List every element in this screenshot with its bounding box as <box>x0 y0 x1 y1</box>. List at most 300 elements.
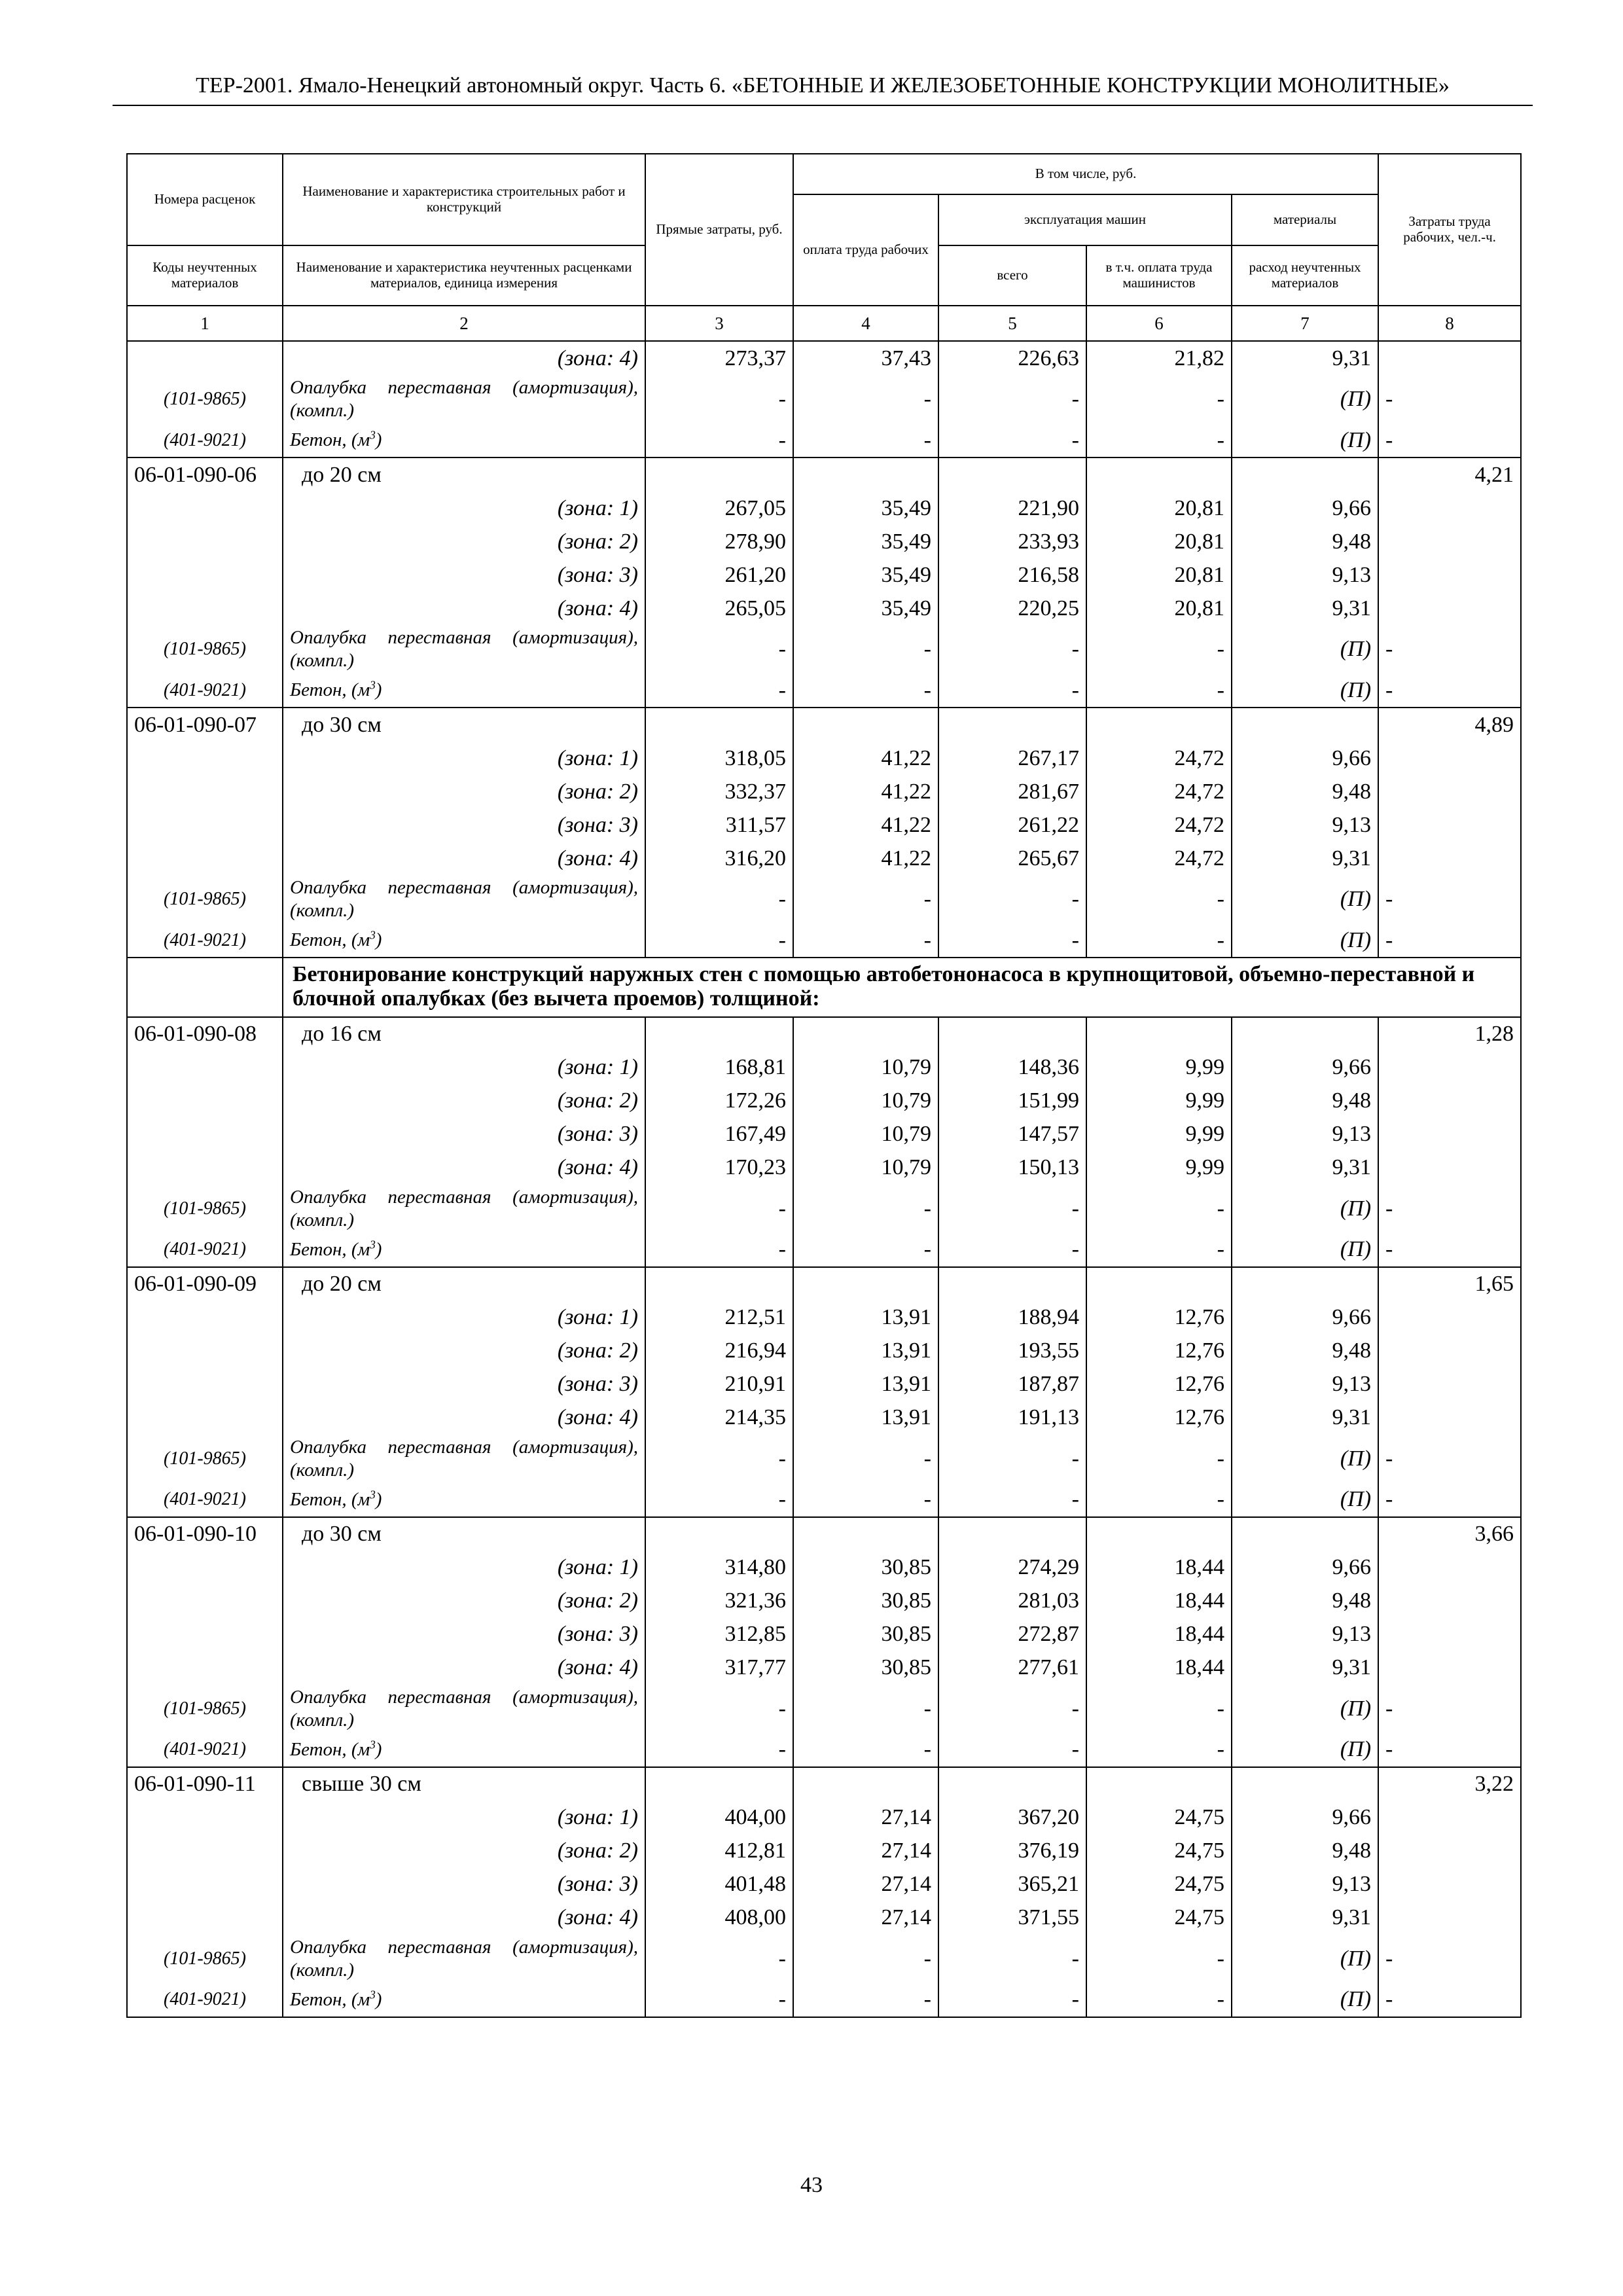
header-direct-costs: Прямые затраты, руб. <box>645 154 793 306</box>
rate-row <box>127 1017 1521 1051</box>
header-material-consumption: расход неучтенных материалов <box>1232 245 1378 306</box>
dash-cell: - <box>1378 1685 1521 1733</box>
direct-costs-cell: 214,35 <box>645 1401 793 1435</box>
materials-cell: 9,13 <box>1232 808 1378 842</box>
formwork-resource-row <box>127 875 1521 924</box>
worker-pay-cell: 10,79 <box>793 1085 938 1118</box>
materials-cell: 9,31 <box>1232 1401 1378 1435</box>
worker-pay-cell: 13,91 <box>793 1368 938 1401</box>
header-including: В том числе, руб. <box>793 154 1378 194</box>
resource-code: (101-9865) <box>127 1935 283 1983</box>
column-number: 5 <box>938 306 1086 341</box>
rate-code: 06-01-090-08 <box>127 1017 283 1051</box>
labor-costs-cell: 1,28 <box>1378 1017 1521 1051</box>
resource-code: (101-9865) <box>127 625 283 673</box>
resource-code: (401-9021) <box>127 1733 283 1767</box>
resource-code: (401-9021) <box>127 673 283 708</box>
dash-cell: - <box>1086 1483 1232 1517</box>
direct-costs-cell: 312,85 <box>645 1618 793 1651</box>
dash-cell: - <box>1378 1435 1521 1483</box>
materials-cell: 9,31 <box>1232 592 1378 625</box>
operator-pay-cell: 12,76 <box>1086 1401 1232 1435</box>
zone-row <box>127 1301 1521 1335</box>
zone-row <box>127 1051 1521 1085</box>
worker-pay-cell: 10,79 <box>793 1118 938 1151</box>
zone-row <box>127 775 1521 808</box>
worker-pay-cell: 35,49 <box>793 525 938 558</box>
column-number: 3 <box>645 306 793 341</box>
resource-name: Опалубка переставная (амортизация), (компл.) <box>283 1685 645 1733</box>
dash-cell: - <box>793 1983 938 2017</box>
zone-label: (зона: 1) <box>283 1051 645 1085</box>
dash-cell: - <box>645 1435 793 1483</box>
p-mark: (П) <box>1232 1983 1378 2017</box>
zone-label: (зона: 1) <box>283 492 645 525</box>
machines-total-cell: 193,55 <box>938 1335 1086 1368</box>
header-work-name: Наименование и характеристика строительных работ и конструкций <box>283 154 645 245</box>
worker-pay-cell: 13,91 <box>793 1301 938 1335</box>
rate-name: свыше 30 см <box>283 1767 645 1801</box>
dash-cell: - <box>793 1935 938 1983</box>
dash-cell: - <box>1378 423 1521 457</box>
operator-pay-cell: 18,44 <box>1086 1585 1232 1618</box>
dash-cell: - <box>938 1233 1086 1267</box>
p-mark: (П) <box>1232 1685 1378 1733</box>
zone-row <box>127 492 1521 525</box>
direct-costs-cell: 278,90 <box>645 525 793 558</box>
dash-cell: - <box>1086 924 1232 958</box>
table-body <box>127 341 1521 2017</box>
materials-cell: 9,48 <box>1232 1335 1378 1368</box>
zone-row <box>127 842 1521 875</box>
dash-cell: - <box>645 1685 793 1733</box>
machines-total-cell: 371,55 <box>938 1901 1086 1935</box>
zone-label: (зона: 3) <box>283 1618 645 1651</box>
dash-cell: - <box>645 625 793 673</box>
operator-pay-cell: 24,72 <box>1086 742 1232 775</box>
labor-costs-cell: 1,65 <box>1378 1267 1521 1301</box>
rates-table <box>126 153 1522 2018</box>
worker-pay-cell: 35,49 <box>793 492 938 525</box>
dash-cell: - <box>793 625 938 673</box>
worker-pay-cell: 27,14 <box>793 1901 938 1935</box>
worker-pay-cell: 35,49 <box>793 592 938 625</box>
dash-cell: - <box>645 1483 793 1517</box>
dash-cell: - <box>1086 1983 1232 2017</box>
dash-cell: - <box>938 375 1086 423</box>
operator-pay-cell: 9,99 <box>1086 1151 1232 1185</box>
materials-cell: 9,48 <box>1232 1085 1378 1118</box>
dash-cell: - <box>938 1185 1086 1233</box>
machines-total-cell: 150,13 <box>938 1151 1086 1185</box>
zone-label: (зона: 3) <box>283 1118 645 1151</box>
labor-costs-cell: 3,22 <box>1378 1767 1521 1801</box>
dash-cell: - <box>1086 625 1232 673</box>
zone-label: (зона: 4) <box>283 1401 645 1435</box>
machines-total-cell: 277,61 <box>938 1651 1086 1685</box>
carryover-zone-row <box>127 341 1521 375</box>
section-heading-row <box>127 958 1521 1017</box>
concrete-resource-row <box>127 1733 1521 1767</box>
dash-cell: - <box>793 1733 938 1767</box>
rate-row <box>127 1767 1521 1801</box>
machines-total-cell: 281,03 <box>938 1585 1086 1618</box>
zone-label: (зона: 2) <box>283 1335 645 1368</box>
header-rate-numbers: Номера расценок <box>127 154 283 245</box>
header-operator-pay: в т.ч. оплата труда машинистов <box>1086 245 1232 306</box>
operator-pay-cell: 24,72 <box>1086 775 1232 808</box>
machines-total-cell: 220,25 <box>938 592 1086 625</box>
direct-costs-cell: 267,05 <box>645 492 793 525</box>
worker-pay-cell: 41,22 <box>793 742 938 775</box>
direct-costs-cell: 216,94 <box>645 1335 793 1368</box>
zone-label: (зона: 2) <box>283 1835 645 1868</box>
rate-name: до 16 см <box>283 1017 645 1051</box>
direct-costs-cell: 170,23 <box>645 1151 793 1185</box>
zone-row <box>127 1151 1521 1185</box>
dash-cell: - <box>1378 625 1521 673</box>
direct-costs-cell: 168,81 <box>645 1051 793 1085</box>
resource-name: Бетон, $(м^3)$ <box>283 1483 645 1517</box>
running-head-rule <box>113 105 1533 106</box>
materials-cell: 9,13 <box>1232 1868 1378 1901</box>
dash-cell: - <box>793 1185 938 1233</box>
header-unaccounted-names: Наименование и характеристика неучтенных расценками материалов, единица измерения <box>283 245 645 306</box>
materials-cell: 9,31 <box>1232 1151 1378 1185</box>
operator-pay-cell: 9,99 <box>1086 1051 1232 1085</box>
dash-cell: - <box>938 1483 1086 1517</box>
dash-cell: - <box>645 673 793 708</box>
dash-cell: - <box>1378 1733 1521 1767</box>
machines-total-cell: 272,87 <box>938 1618 1086 1651</box>
worker-pay-cell: 37,43 <box>793 341 938 375</box>
direct-costs-cell: 318,05 <box>645 742 793 775</box>
worker-pay-cell: 41,22 <box>793 842 938 875</box>
zone-row <box>127 1401 1521 1435</box>
rate-code: 06-01-090-07 <box>127 708 283 742</box>
zone-row <box>127 1551 1521 1585</box>
dash-cell: - <box>1086 423 1232 457</box>
zone-row <box>127 1835 1521 1868</box>
zone-row <box>127 742 1521 775</box>
column-number: 8 <box>1378 306 1521 341</box>
resource-code: (101-9865) <box>127 1685 283 1733</box>
dash-cell: - <box>793 1685 938 1733</box>
dash-cell: - <box>938 1435 1086 1483</box>
worker-pay-cell: 10,79 <box>793 1151 938 1185</box>
operator-pay-cell: 20,81 <box>1086 592 1232 625</box>
dash-cell: - <box>1086 375 1232 423</box>
worker-pay-cell: 10,79 <box>793 1051 938 1085</box>
materials-cell: 9,13 <box>1232 558 1378 592</box>
worker-pay-cell: 27,14 <box>793 1801 938 1835</box>
operator-pay-cell: 18,44 <box>1086 1551 1232 1585</box>
rate-name: до 30 см <box>283 708 645 742</box>
p-mark: (П) <box>1232 375 1378 423</box>
header-machines-total: всего <box>938 245 1086 306</box>
dash-cell: - <box>1086 1733 1232 1767</box>
direct-costs-cell: 317,77 <box>645 1651 793 1685</box>
p-mark: (П) <box>1232 1233 1378 1267</box>
p-mark: (П) <box>1232 924 1378 958</box>
dash-cell: - <box>938 625 1086 673</box>
machines-total-cell: 367,20 <box>938 1801 1086 1835</box>
zone-row <box>127 1651 1521 1685</box>
dash-cell: - <box>645 1185 793 1233</box>
operator-pay-cell: 21,82 <box>1086 341 1232 375</box>
concrete-resource-row <box>127 423 1521 457</box>
zone-label: (зона: 2) <box>283 1585 645 1618</box>
materials-cell: 9,48 <box>1232 1835 1378 1868</box>
dash-cell: - <box>938 1935 1086 1983</box>
dash-cell: - <box>938 924 1086 958</box>
header-machine-operation: эксплуатация машин <box>938 194 1232 245</box>
rate-row <box>127 457 1521 492</box>
materials-cell: 9,13 <box>1232 1368 1378 1401</box>
formwork-resource-row <box>127 1935 1521 1983</box>
resource-name: Опалубка переставная (амортизация), (компл.) <box>283 875 645 924</box>
dash-cell: - <box>645 924 793 958</box>
concrete-resource-row <box>127 1483 1521 1517</box>
zone-row <box>127 1868 1521 1901</box>
dash-cell: - <box>1086 673 1232 708</box>
page-number: 43 <box>800 2173 823 2197</box>
formwork-resource-row <box>127 625 1521 673</box>
worker-pay-cell: 41,22 <box>793 775 938 808</box>
resource-code: (101-9865) <box>127 375 283 423</box>
machines-total-cell: 226,63 <box>938 341 1086 375</box>
operator-pay-cell: 12,76 <box>1086 1301 1232 1335</box>
zone-label: (зона: 3) <box>283 1368 645 1401</box>
direct-costs-cell: 404,00 <box>645 1801 793 1835</box>
rate-code: 06-01-090-10 <box>127 1517 283 1551</box>
resource-code: (101-9865) <box>127 1435 283 1483</box>
zone-row <box>127 525 1521 558</box>
worker-pay-cell: 35,49 <box>793 558 938 592</box>
resource-code: (101-9865) <box>127 875 283 924</box>
dash-cell: - <box>1378 1233 1521 1267</box>
dash-cell: - <box>645 1733 793 1767</box>
zone-label: (зона: 4) <box>283 1651 645 1685</box>
dash-cell: - <box>645 1233 793 1267</box>
rate-row <box>127 708 1521 742</box>
operator-pay-cell: 12,76 <box>1086 1368 1232 1401</box>
zone-row <box>127 1335 1521 1368</box>
worker-pay-cell: 30,85 <box>793 1651 938 1685</box>
concrete-resource-row <box>127 1983 1521 2017</box>
p-mark: (П) <box>1232 1435 1378 1483</box>
resource-name: Бетон, $(м^3)$ <box>283 673 645 708</box>
machines-total-cell: 267,17 <box>938 742 1086 775</box>
resource-name: Бетон, $(м^3)$ <box>283 423 645 457</box>
table-header <box>127 154 1521 341</box>
direct-costs-cell: 412,81 <box>645 1835 793 1868</box>
worker-pay-cell: 27,14 <box>793 1868 938 1901</box>
zone-label: (зона: 2) <box>283 775 645 808</box>
zone-label: (зона: 1) <box>283 1301 645 1335</box>
materials-cell: 9,31 <box>1232 341 1378 375</box>
dash-cell: - <box>793 1483 938 1517</box>
p-mark: (П) <box>1232 1733 1378 1767</box>
resource-name: Опалубка переставная (амортизация), (компл.) <box>283 1935 645 1983</box>
machines-total-cell: 274,29 <box>938 1551 1086 1585</box>
p-mark: (П) <box>1232 625 1378 673</box>
p-mark: (П) <box>1232 875 1378 924</box>
header-materials: материалы <box>1232 194 1378 245</box>
materials-cell: 9,66 <box>1232 1051 1378 1085</box>
resource-code: (401-9021) <box>127 1483 283 1517</box>
zone-row <box>127 1368 1521 1401</box>
materials-cell: 9,31 <box>1232 1901 1378 1935</box>
column-number: 4 <box>793 306 938 341</box>
resource-code: (401-9021) <box>127 1233 283 1267</box>
direct-costs-cell: 210,91 <box>645 1368 793 1401</box>
direct-costs-cell: 167,49 <box>645 1118 793 1151</box>
p-mark: (П) <box>1232 1935 1378 1983</box>
column-number: 7 <box>1232 306 1378 341</box>
zone-row <box>127 1618 1521 1651</box>
materials-cell: 9,48 <box>1232 775 1378 808</box>
zone-label: (зона: 2) <box>283 525 645 558</box>
header-worker-pay: оплата труда рабочих <box>793 194 938 306</box>
materials-cell: 9,31 <box>1232 1651 1378 1685</box>
column-number: 2 <box>283 306 645 341</box>
dash-cell: - <box>645 1935 793 1983</box>
dash-cell: - <box>645 423 793 457</box>
rate-name: до 20 см <box>283 1267 645 1301</box>
materials-cell: 9,48 <box>1232 1585 1378 1618</box>
direct-costs-cell: 273,37 <box>645 341 793 375</box>
rate-name: до 30 см <box>283 1517 645 1551</box>
dash-cell: - <box>1378 875 1521 924</box>
worker-pay-cell: 13,91 <box>793 1335 938 1368</box>
zone-label: (зона: 3) <box>283 558 645 592</box>
machines-total-cell: 261,22 <box>938 808 1086 842</box>
concrete-resource-row <box>127 1233 1521 1267</box>
machines-total-cell: 216,58 <box>938 558 1086 592</box>
concrete-resource-row <box>127 924 1521 958</box>
zone-row <box>127 592 1521 625</box>
operator-pay-cell: 12,76 <box>1086 1335 1232 1368</box>
resource-name: Опалубка переставная (амортизация), (компл.) <box>283 375 645 423</box>
direct-costs-cell: 265,05 <box>645 592 793 625</box>
zone-label: (зона: 1) <box>283 1551 645 1585</box>
rate-code: 06-01-090-06 <box>127 457 283 492</box>
worker-pay-cell: 13,91 <box>793 1401 938 1435</box>
operator-pay-cell: 24,75 <box>1086 1835 1232 1868</box>
machines-total-cell: 151,99 <box>938 1085 1086 1118</box>
direct-costs-cell: 172,26 <box>645 1085 793 1118</box>
resource-name: Опалубка переставная (амортизация), (компл.) <box>283 1435 645 1483</box>
dash-cell: - <box>938 1733 1086 1767</box>
zone-row <box>127 1118 1521 1151</box>
materials-cell: 9,66 <box>1232 1551 1378 1585</box>
rate-name: до 20 см <box>283 457 645 492</box>
zone-row <box>127 558 1521 592</box>
dash-cell: - <box>1378 1983 1521 2017</box>
dash-cell: - <box>1378 375 1521 423</box>
materials-cell: 9,66 <box>1232 742 1378 775</box>
labor-costs-cell: 4,21 <box>1378 457 1521 492</box>
dash-cell: - <box>938 1983 1086 2017</box>
machines-total-cell: 191,13 <box>938 1401 1086 1435</box>
worker-pay-cell: 41,22 <box>793 808 938 842</box>
dash-cell: - <box>1378 1935 1521 1983</box>
resource-name: Бетон, $(м^3)$ <box>283 924 645 958</box>
zone-label: (зона: 4) <box>283 1901 645 1935</box>
operator-pay-cell: 24,75 <box>1086 1801 1232 1835</box>
running-head: ТЕР-2001. Ямало-Ненецкий автономный округ. Часть 6. «БЕТОННЫЕ И ЖЕЛЕЗОБЕТОННЫЕ КОНСТРУКЦИИ МОНОЛИТНЫЕ» <box>196 73 1450 98</box>
dash-cell: - <box>1086 875 1232 924</box>
operator-pay-cell: 24,72 <box>1086 842 1232 875</box>
machines-total-cell: 376,19 <box>938 1835 1086 1868</box>
dash-cell: - <box>1378 1185 1521 1233</box>
machines-total-cell: 148,36 <box>938 1051 1086 1085</box>
operator-pay-cell: 20,81 <box>1086 525 1232 558</box>
dash-cell: - <box>938 423 1086 457</box>
worker-pay-cell: 30,85 <box>793 1585 938 1618</box>
zone-label: (зона: 4) <box>283 592 645 625</box>
dash-cell: - <box>645 875 793 924</box>
resource-code: (401-9021) <box>127 924 283 958</box>
resource-code: (101-9865) <box>127 1185 283 1233</box>
dash-cell: - <box>1086 1233 1232 1267</box>
formwork-resource-row <box>127 375 1521 423</box>
rate-row <box>127 1517 1521 1551</box>
dash-cell: - <box>793 1233 938 1267</box>
zone-row <box>127 1801 1521 1835</box>
direct-costs-cell: 408,00 <box>645 1901 793 1935</box>
dash-cell: - <box>793 1435 938 1483</box>
materials-cell: 9,66 <box>1232 492 1378 525</box>
direct-costs-cell: 314,80 <box>645 1551 793 1585</box>
operator-pay-cell: 18,44 <box>1086 1618 1232 1651</box>
machines-total-cell: 147,57 <box>938 1118 1086 1151</box>
direct-costs-cell: 212,51 <box>645 1301 793 1335</box>
column-number: 6 <box>1086 306 1232 341</box>
dash-cell: - <box>938 1685 1086 1733</box>
direct-costs-cell: 311,57 <box>645 808 793 842</box>
zone-row <box>127 1085 1521 1118</box>
zone-label: (зона: 3) <box>283 808 645 842</box>
section-title: Бетонирование конструкций наружных стен с помощью автобетононасоса в крупнощитовой, объемно-переставной и блочной опалубках (без вычета проемов) толщиной: <box>283 958 1521 1017</box>
machines-total-cell: 233,93 <box>938 525 1086 558</box>
resource-name: Бетон, $(м^3)$ <box>283 1233 645 1267</box>
dash-cell: - <box>1086 1685 1232 1733</box>
zone-label: (зона: 1) <box>283 742 645 775</box>
machines-total-cell: 365,21 <box>938 1868 1086 1901</box>
dash-cell: - <box>793 673 938 708</box>
worker-pay-cell: 30,85 <box>793 1551 938 1585</box>
dash-cell: - <box>793 924 938 958</box>
zone-label: (зона: 4) <box>283 1151 645 1185</box>
operator-pay-cell: 24,72 <box>1086 808 1232 842</box>
resource-name: Бетон, $(м^3)$ <box>283 1983 645 2017</box>
rate-code: 06-01-090-09 <box>127 1267 283 1301</box>
formwork-resource-row <box>127 1435 1521 1483</box>
operator-pay-cell: 9,99 <box>1086 1085 1232 1118</box>
dash-cell: - <box>645 375 793 423</box>
operator-pay-cell: 9,99 <box>1086 1118 1232 1151</box>
operator-pay-cell: 24,75 <box>1086 1901 1232 1935</box>
rate-row <box>127 1267 1521 1301</box>
column-number: 1 <box>127 306 283 341</box>
operator-pay-cell: 20,81 <box>1086 558 1232 592</box>
dash-cell: - <box>938 875 1086 924</box>
zone-row <box>127 1585 1521 1618</box>
dash-cell: - <box>1086 1935 1232 1983</box>
zone-row <box>127 1901 1521 1935</box>
